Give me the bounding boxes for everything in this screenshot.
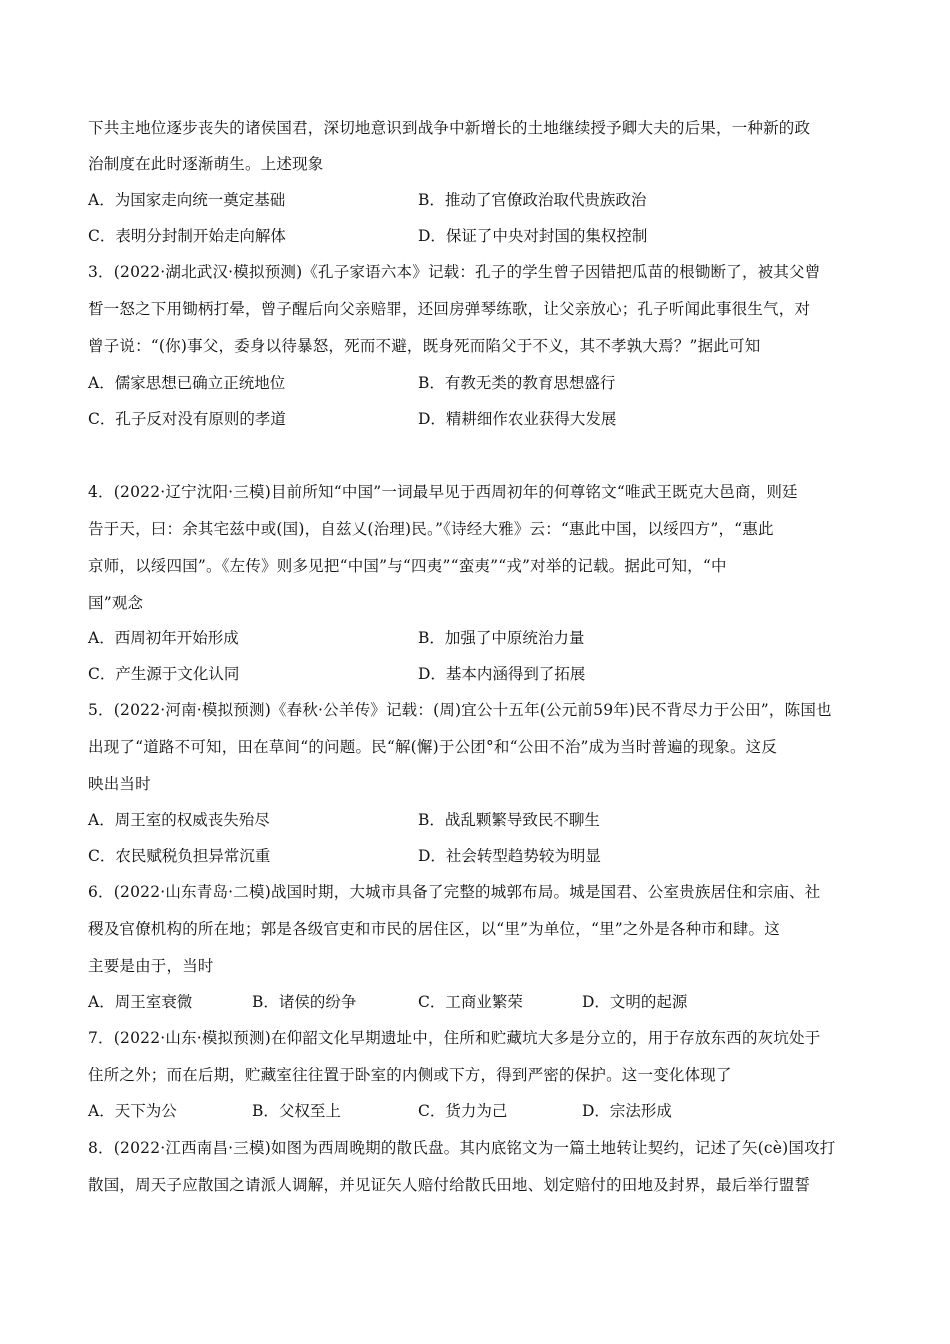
q6-stem-line: 6．(2022·山东青岛·二模)战国时期，大城市具备了完整的城郭布局。城是国君、公室贵族居住和宗庙、社: [88, 883, 821, 901]
q6-stem-line: 稷及官僚机构的所在地；郭是各级官吏和市民的居住区，以“里”为单位，“里”之外是各种市和肆。这: [88, 920, 780, 938]
q4-stem-line: 京师，以绥四国”。《左传》则多见把“中国”与“四夷”“蛮夷”“戎”对举的记载。据此可知，“中: [88, 557, 727, 575]
q2-option-a: A．为国家走向统一奠定基础: [88, 191, 286, 209]
q2-stem-line: 下共主地位逐步丧失的诸侯国君，深切地意识到战争中新增长的土地继续授予卿大夫的后果，一种新的政: [88, 119, 811, 137]
q5-option-a: A．周王室的权威丧失殆尽: [88, 811, 270, 829]
q6-option-b: B．诸侯的纷争: [252, 993, 357, 1011]
q3-stem-line: 3．(2022·湖北武汉·模拟预测)《孔子家语六本》记载：孔子的学生曾子因错把瓜苗的根锄断了，被其父曾: [88, 263, 821, 281]
q5-option-d: D．社会转型趋势较为明显: [418, 847, 601, 865]
q4-option-d: D．基本内涵得到了拓展: [418, 665, 586, 683]
q3-stem-line: 晳一怒之下用锄柄打晕，曾子醒后向父亲赔罪，还回房弹琴练歌，让父亲放心；孔子听闻此事很生气，对: [88, 300, 811, 318]
q7-option-a: A．天下为公: [88, 1102, 177, 1120]
q7-stem-line: 住所之外；而在后期，贮藏室往往置于卧室的内侧或下方，得到严密的保护。这一变化体现了: [88, 1066, 732, 1084]
q2-stem-line: 治制度在此时逐渐萌生。上述现象: [88, 155, 324, 173]
q5-stem-line: 映出当时: [88, 775, 151, 793]
q3-option-a: A．儒家思想已确立正统地位: [88, 374, 286, 392]
q3-option-c: C．孔子反对没有原则的孝道: [88, 410, 286, 428]
q7-option-d: D．宗法形成: [582, 1102, 672, 1120]
q6-option-c: C．工商业繁荣: [418, 993, 523, 1011]
q4-stem-line: 告于天，曰：余其宅兹中或(国)，自兹乂(治理)民。”《诗经大雅》云：“惠此中国，以绥四方”，“惠此: [88, 520, 774, 538]
q6-option-d: D．文明的起源: [582, 993, 688, 1011]
q2-option-d: D．保证了中央对封国的集权控制: [418, 227, 648, 245]
q2-option-c: C．表明分封制开始走向解体: [88, 227, 286, 245]
q8-stem-line: 8．(2022·江西南昌·三模)如图为西周晚期的散氏盘。其内底铭文为一篇土地转让契约，记述了矢(cè)国攻打: [88, 1139, 836, 1157]
q7-stem-line: 7．(2022·山东·模拟预测)在仰韶文化早期遗址中，住所和贮藏坑大多是分立的，用于存放东西的灰坑处于: [88, 1029, 821, 1047]
q3-option-b: B．有教无类的教育思想盛行: [418, 374, 616, 392]
q4-stem-line: 4．(2022·辽宁沈阳·三模)目前所知“中国”一词最早见于西周初年的何尊铭文“唯武王既克大邑商，则廷: [88, 483, 798, 501]
q7-option-c: C．货力为己: [418, 1102, 508, 1120]
q6-option-a: A．周王室衰微: [88, 993, 193, 1011]
q5-stem-line: 5．(2022·河南·模拟预测)《春秋·公羊传》记载：(周)宜公十五年(公元前59年)民不背尽力于公田”，陈国也: [88, 701, 832, 719]
q7-option-b: B．父权至上: [252, 1102, 341, 1120]
q3-stem-line: 曾子说：“(你)事父，委身以待暴怒，死而不避，既身死而陷父于不义，其不孝孰大焉？”据此可知: [88, 337, 761, 355]
q4-option-b: B．加强了中原统治力量: [418, 629, 585, 647]
q5-option-b: B．战乱颗繁导致民不聊生: [418, 811, 600, 829]
q2-option-b: B．推动了官僚政治取代贵族政治: [418, 191, 647, 209]
q5-option-c: C．农民赋税负担异常沉重: [88, 847, 271, 865]
q3-option-d: D．精耕细作农业获得大发展: [418, 410, 617, 428]
q5-stem-line: 出现了“道路不可知，田在草间“的问题。民“解(懈)于公团°和“公田不治”成为当时普遍的现象。这反: [88, 738, 778, 756]
q8-stem-line: 散国，周天子应散国之请派人调解，并见证矢人赔付给散氏田地、划定赔付的田地及封界，最后举行盟誓: [88, 1176, 811, 1194]
q6-stem-line: 主要是由于，当时: [88, 957, 214, 975]
q4-option-a: A．西周初年开始形成: [88, 629, 239, 647]
q4-stem-line: 国”观念: [88, 594, 144, 612]
q4-option-c: C．产生源于文化认同: [88, 665, 240, 683]
